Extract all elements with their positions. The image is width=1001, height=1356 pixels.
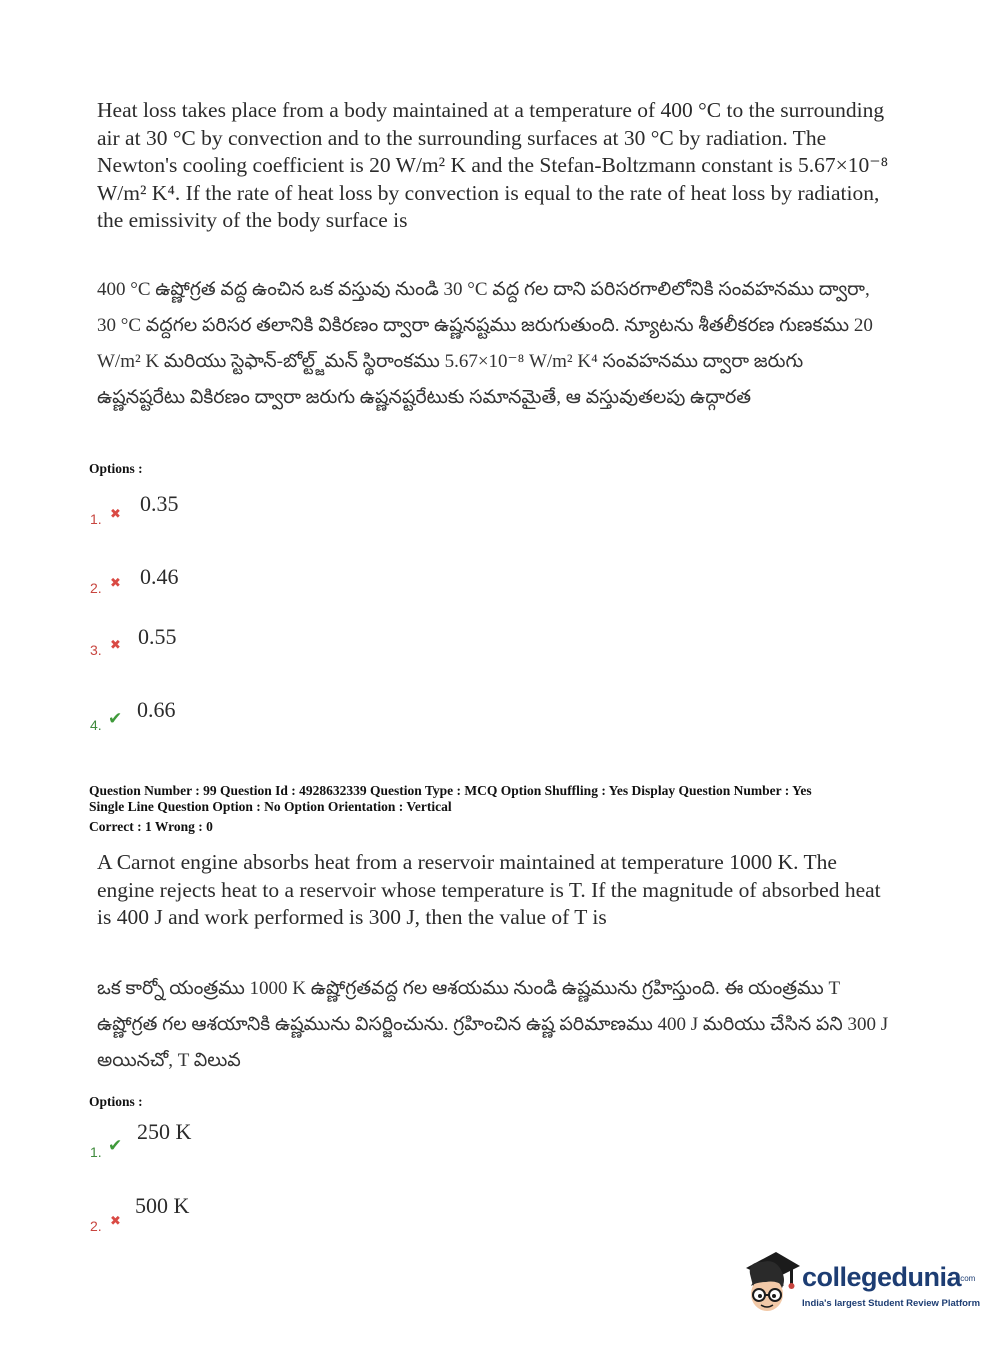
collegedunia-logo[interactable] — [742, 1250, 982, 1320]
option-value: 0.55 — [138, 624, 177, 649]
q99-meta-line-1: Question Number : 99 Question Id : 4928632339 Question Type : MCQ Option Shuffling : Yes Display Question Number : Yes — [89, 783, 812, 798]
option-number: 2. — [90, 580, 102, 596]
q99-meta-line-2: Single Line Question Option : No Option Orientation : Vertical — [89, 799, 452, 814]
q99-options-label: Options : — [89, 1094, 143, 1109]
q99-marks: Correct : 1 Wrong : 0 — [89, 819, 213, 834]
option-number: 1. — [90, 511, 102, 527]
check-icon: ✔ — [108, 1136, 123, 1156]
cross-icon: ✖ — [110, 507, 121, 522]
option-value: 250 K — [137, 1119, 192, 1144]
option-value: 0.35 — [140, 491, 179, 516]
logo-tagline: India's largest Student Review Platform — [802, 1298, 981, 1309]
option-value: 0.46 — [140, 564, 179, 589]
option-number: 2. — [90, 1218, 102, 1234]
q99-question-english: A Carnot engine absorbs heat from a reservoir maintained at temperature 1000 K. The engine rejects heat to a reservoir whose temperature is T. If the magnitude of absorbed heat is 400 J and work performed is 300 J, then the value of T is — [97, 850, 881, 929]
cross-icon: ✖ — [110, 576, 121, 591]
check-icon: ✔ — [108, 709, 123, 729]
cross-icon: ✖ — [110, 638, 121, 653]
q99-question-telugu: ఒక కార్నో యంత్రము 1000 K ఉష్ణోగ్రతవద్ద గల ఆశయము నుండి ఉష్ణమును గ్రహిస్తుంది. ఈ యంత్రము T ఉష్ణోగ్రత గల ఆశయానికి ఉష్ణమును విసర్జించును. గ్రహించిన ఉష్ణ పరిమాణము 400 J మరియు చేసిన పని 300 J అయినచో, T విలువ — [97, 978, 889, 1071]
logo-wordmark: collegedunia — [802, 1262, 962, 1292]
q98-question-english: Heat loss takes place from a body maintained at a temperature of 400 °C to the surrounding air at 30 °C by convection and to the surrounding surfaces at 30 °C by radiation. The Newton's cooling coefficient is 20 W/m² K and the Stefan-Boltzmann constant is 5.67×10⁻⁸ W/m² K⁴. If the rate of heat loss by convection is equal to the rate of heat loss by radiation, the emissivity of the body surface is — [97, 98, 889, 232]
logo-domain: .com — [958, 1274, 976, 1283]
option-number: 1. — [90, 1144, 102, 1160]
option-number: 3. — [90, 642, 102, 658]
q98-question-telugu: 400 °C ఉష్ణోగ్రత వద్ద ఉంచిన ఒక వస్తువు నుండి 30 °C వద్ద గల దాని పరిసరగాలిలోనికి సంవహనము ద్వారా, 30 °C వద్దగల పరిసర తలానికి వికిరణం ద్వారా ఉష్ణనష్టము జరుగుతుంది. న్యూటను శీతలీకరణ గుణకము 20 W/m² K మరియు స్టెఫాన్-బోల్ట్జ్‌మన్ స్థిరాంకము 5.67×10⁻⁸ W/m² K⁴ సంవహనము ద్వారా జరుగు ఉష్ణనష్టరేటు వికిరణం ద్వారా జరుగు ఉష్ణనష్టరేటుకు సమానమైతే, ఆ వస్తువుతలపు ఉద్గారత — [97, 279, 873, 408]
option-number: 4. — [90, 717, 102, 733]
q98-options-label: Options : — [89, 461, 143, 476]
q99-meta — [89, 783, 909, 835]
mascot-icon — [742, 1250, 802, 1316]
cross-icon: ✖ — [110, 1214, 121, 1229]
option-value: 0.66 — [137, 697, 176, 722]
option-value: 500 K — [135, 1193, 190, 1218]
